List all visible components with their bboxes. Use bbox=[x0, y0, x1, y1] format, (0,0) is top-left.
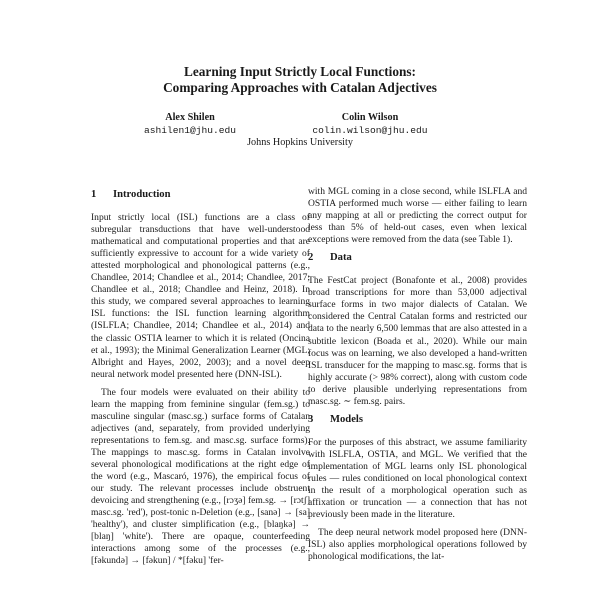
author-1-email: ashilen1@jhu.edu bbox=[143, 124, 237, 136]
section-heading-models bbox=[308, 414, 527, 426]
section-number: 2 bbox=[308, 252, 314, 264]
section-number: 3 bbox=[308, 413, 314, 425]
author-2-name: Colin Wilson bbox=[341, 112, 399, 123]
models-paragraph-2: The deep neural network model proposed here (DNN-ISL) also applies morphological operations followed by phonological modifications, the lat- bbox=[308, 527, 527, 563]
author-1-name: Alex Shilen bbox=[165, 112, 215, 123]
author-1 bbox=[130, 112, 250, 137]
section-heading-data bbox=[308, 252, 527, 264]
author-2 bbox=[300, 112, 440, 137]
author-2-email: colin.wilson@jhu.edu bbox=[312, 124, 428, 136]
title-line-2: Comparing Approaches with Catalan Adjectives bbox=[163, 80, 437, 95]
section-heading-introduction bbox=[91, 189, 310, 201]
models-paragraph-1: For the purposes of this abstract, we assume familiarity with ISLFLA, OSTIA, and MGL. We verified that the implementation of MGL learns only ISL phonological rules — rules conditioned on local phonological context in the result of a morphological operation such as affixation or truncation — a connection that has not previously been made in the literature. bbox=[308, 436, 527, 521]
data-paragraph-1: The FestCat project (Bonafonte et al., 2008) provides broad transcriptions for more than 53,000 adjectival surface forms in two major dialects of Catalan. We considered the Central Catalan forms and restricted our data to the nearly 6,500 lemmas that are also attested in a subtitle lexicon (Boada et al., 2020). While our main focus was on learning, we also developed a hand-written ISL transducer for the mapping to masc.sg. forms that is highly accurate (> 98% correct), along with custom code to derive plausible underlying representations from masc.sg. ∼ fem.sg. pairs. bbox=[308, 275, 527, 407]
right-column bbox=[308, 186, 527, 569]
left-column bbox=[91, 186, 310, 573]
section-number: 1 bbox=[91, 189, 97, 200]
section-title: Models bbox=[330, 413, 363, 425]
results-continuation-paragraph: with MGL coming in a close second, while ISLFLA and OSTIA performed much worse — either failing to learn any mapping at all or predicting the correct output for less than 5% of held-out cases, even when lexical exceptions were removed from the data (see Table 1). bbox=[308, 186, 527, 246]
intro-paragraph-2: The four models were evaluated on their ability to learn the mapping from feminine singular (fem.sg.) to masculine singular (masc.sg.) surface forms of Catalan adjectives (and, separately, from provided underlying representations to fem.sg. and masc.sg. surface forms). The mappings to masc.sg. forms in Catalan involve several phonological modifications at the right edge of the word (e.g., Mascaró, 1976), the empirical focus of our study. The relevant processes include obstruent devoicing and strengthening (e.g., [rɔʒə] fem.sg. → [rɔtʃ] masc.sg. 'red'), post-tonic n-Deletion (e.g., [sanə] → [sa] 'healthy'), and cluster simplification (e.g., [blaŋkə] → [blaŋ] 'white'). There are opaque, counterfeeding interactions among some of the processes (e.g., [fəkundə] → [fəkun] / *[fəku] 'fer- bbox=[91, 386, 310, 567]
section-title: Introduction bbox=[113, 189, 171, 200]
paper-title bbox=[0, 64, 600, 96]
intro-paragraph-1: Input strictly local (ISL) functions are a class of subregular transductions that have well-understood mathematical and computational properties and that are sufficiently expressive to account for a wide variety of attested morphological and phonological patterns (e.g., Chandlee, 2014; Chandlee et al., 2014; Chandlee, 2017; Chandlee et al., 2018; Chandlee and Heinz, 2018). In this study, we compared several approaches to learning ISL functions: the ISL function learning algorithm (ISLFLA; Chandlee, 2014; Chandlee et al., 2014) and the classic OSTIA learner to which it is related (Oncina et al., 1993); the Minimal Generalization Learner (MGL; Albright and Hayes, 2002, 2003); and a novel deep neural network model presented here (DNN-ISL). bbox=[91, 212, 310, 380]
affiliation: Johns Hopkins University bbox=[247, 137, 353, 148]
title-line-1: Learning Input Strictly Local Functions: bbox=[184, 64, 416, 79]
section-title: Data bbox=[330, 252, 352, 264]
